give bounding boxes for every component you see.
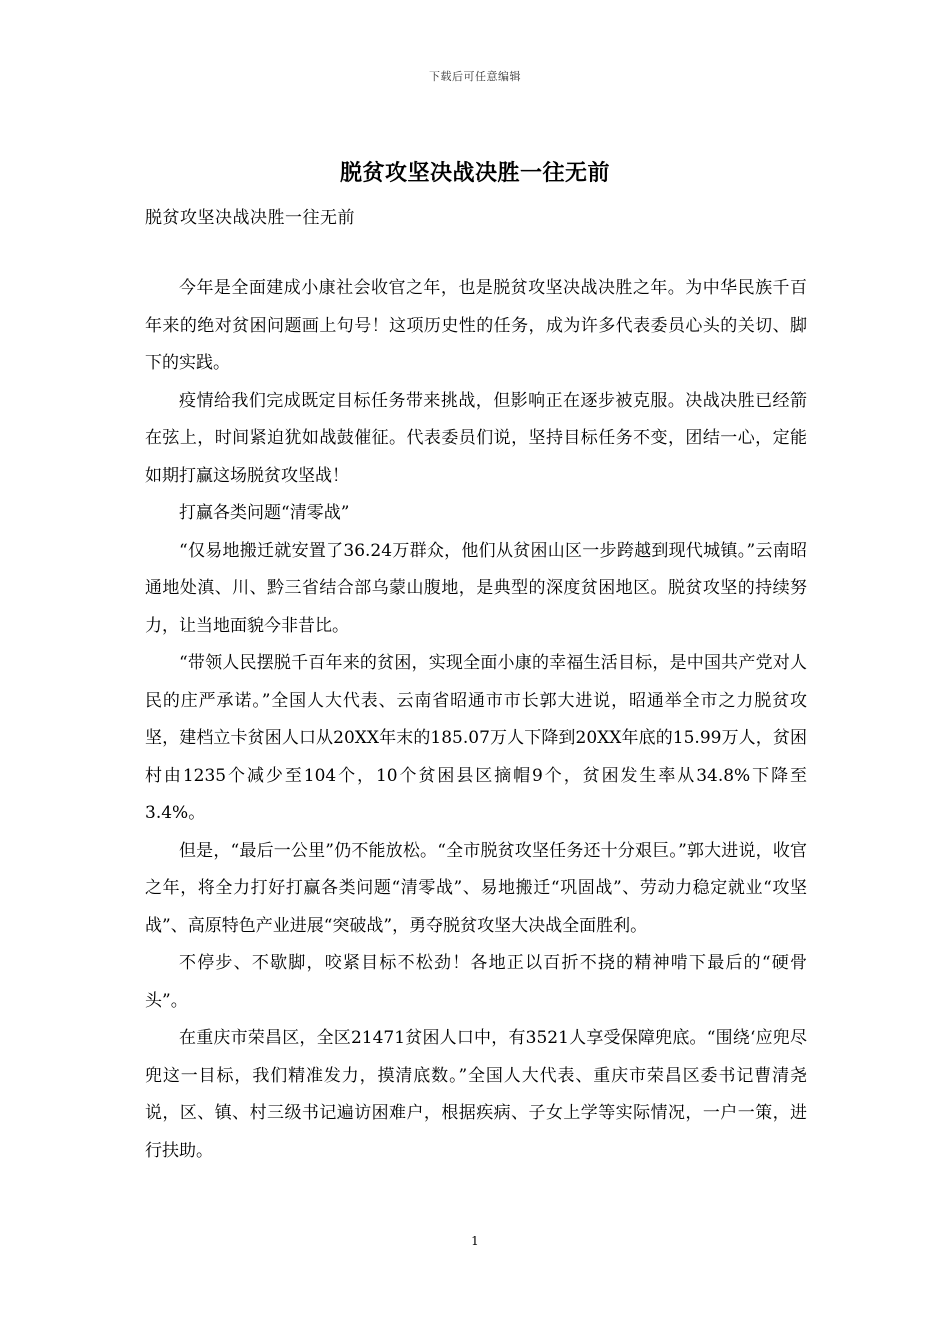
document-body	[145, 270, 807, 1170]
paragraph: 疫情给我们完成既定目标任务带来挑战，但影响正在逐步被克服。决战决胜已经箭在弦上，时间紧迫犹如战鼓催征。代表委员们说，坚持目标任务不变，团结一心，定能如期打赢这场脱贫攻坚战！	[145, 390, 807, 486]
document-subtitle: 脱贫攻坚决战决胜一往无前	[145, 208, 355, 228]
paragraph: 在重庆市荣昌区，全区21471贫困人口中，有3521人享受保障兜底。“围绕‘应兜尽兜这一目标，我们精准发力，摸清底数。”全国人大代表、重庆市荣昌区委书记曹清尧说，区、镇、村三级书记遍访困难户，根据疾病、子女上学等实际情况，一户一策，进行扶助。	[145, 1028, 807, 1161]
paragraph: 但是，“最后一公里”仍不能放松。“全市脱贫攻坚任务还十分艰巨。”郭大进说，收官之年，将全力打好打赢各类问题“清零战”、易地搬迁“巩固战”、劳动力稳定就业“攻坚战”、高原特色产业进展“突破战”，勇夺脱贫攻坚大决战全面胜利。	[145, 840, 807, 936]
header-note: 下载后可任意编辑	[429, 70, 521, 83]
section-heading: 打赢各类问题“清零战”	[179, 503, 350, 523]
page-number: 1	[471, 1234, 479, 1248]
paragraph: 不停步、不歇脚，咬紧目标不松劲！各地正以百折不挠的精神啃下最后的“硬骨头”。	[145, 953, 807, 1011]
document-title: 脱贫攻坚决战决胜一往无前	[339, 160, 610, 186]
paragraph: 今年是全面建成小康社会收官之年，也是脱贫攻坚决战决胜之年。为中华民族千百年来的绝对贫困问题画上句号！这项历史性的任务，成为许多代表委员心头的关切、脚下的实践。	[145, 278, 807, 373]
paragraph: “仅易地搬迁就安置了36.24万群众，他们从贫困山区一步跨越到现代城镇。”云南昭通地处滇、川、黔三省结合部乌蒙山腹地，是典型的深度贫困地区。脱贫攻坚的持续努力，让当地面貌今非昔比。	[145, 540, 807, 636]
paragraph: “带领人民摆脱千百年来的贫困，实现全面小康的幸福生活目标，是中国共产党对人民的庄严承诺。”全国人大代表、云南省昭通市市长郭大进说，昭通举全市之力脱贫攻坚，建档立卡贫困人口从20XX年末的185.07万人下降到20XX年底的15.99万人，贫困村由1235个减少至104个，10个贫困县区摘帽9个，贫困发生率从34.8%下降至3.4%。	[145, 653, 807, 823]
